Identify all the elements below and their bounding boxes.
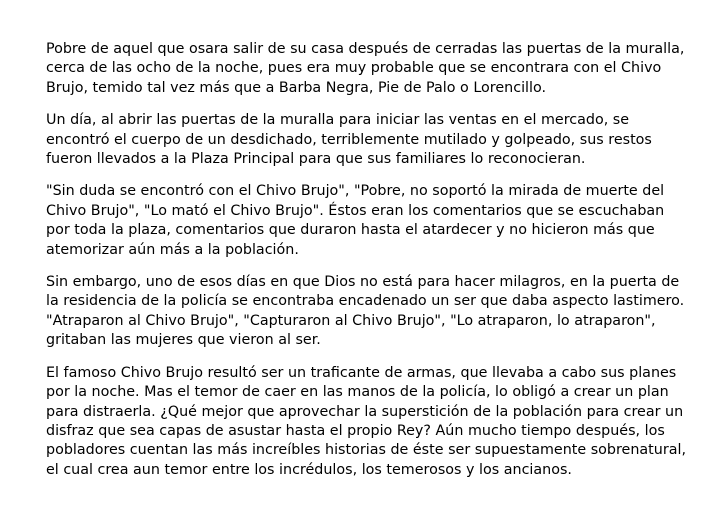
text-line: el cual crea aun temor entre los incrédulos, los temerosos y los ancianos. bbox=[46, 461, 572, 478]
text-line: Sin embargo, uno de esos días en que Dios no está para hacer milagros, en la puerta de bbox=[46, 274, 680, 291]
text-line: pobladores cuentan las más increíbles historias de éste ser supuestamente sobrenatural, bbox=[46, 442, 687, 459]
text-line: por la noche. Mas el temor de caer en las manos de la policía, lo obligó a crear un plan bbox=[46, 384, 669, 401]
text-line: cerca de las ocho de la noche, pues era muy probable que se encontrara con el Chivo bbox=[46, 60, 662, 77]
paragraph bbox=[46, 111, 706, 169]
text-line: la residencia de la policía se encontraba encadenado un ser que daba aspecto lastimero. bbox=[46, 293, 685, 310]
text-line: Un día, al abrir las puertas de la muralla para iniciar las ventas en el mercado, se bbox=[46, 112, 630, 129]
text-line: para distraerla. ¿Qué mejor que aprovechar la superstición de la población para crear un bbox=[46, 403, 684, 420]
text-line: Chivo Brujo", "Lo mató el Chivo Brujo". Éstos eran los comentarios que se escuchaban bbox=[46, 202, 665, 219]
text-line: "Sin duda se encontró con el Chivo Brujo", "Pobre, no soportó la mirada de muerte del bbox=[46, 183, 665, 200]
paragraph bbox=[46, 182, 706, 260]
text-line: por toda la plaza, comentarios que duraron hasta el atardecer y no hicieron más que bbox=[46, 222, 655, 239]
paragraph bbox=[46, 40, 706, 98]
document-body bbox=[46, 40, 706, 493]
paragraph bbox=[46, 273, 706, 351]
text-line: Brujo, temido tal vez más que a Barba Negra, Pie de Palo o Lorencillo. bbox=[46, 79, 547, 96]
text-line: atemorizar aún más a la población. bbox=[46, 241, 299, 258]
text-line: El famoso Chivo Brujo resultó ser un traficante de armas, que llevaba a cabo sus planes bbox=[46, 364, 677, 381]
text-line: disfraz que sea capas de asustar hasta el propio Rey? Aún mucho tiempo después, los bbox=[46, 422, 665, 439]
text-line: encontró el cuerpo de un desdichado, terriblemente mutilado y golpeado, sus restos bbox=[46, 131, 652, 148]
text-line: Pobre de aquel que osara salir de su casa después de cerradas las puertas de la muralla, bbox=[46, 41, 685, 57]
text-line: gritaban las mujeres que vieron al ser. bbox=[46, 332, 321, 349]
paragraph bbox=[46, 364, 706, 480]
text-line: fueron llevados a la Plaza Principal para que sus familiares lo reconocieran. bbox=[46, 151, 586, 168]
text-line: "Atraparon al Chivo Brujo", "Capturaron al Chivo Brujo", "Lo atraparon, lo atraparon", bbox=[46, 312, 656, 329]
